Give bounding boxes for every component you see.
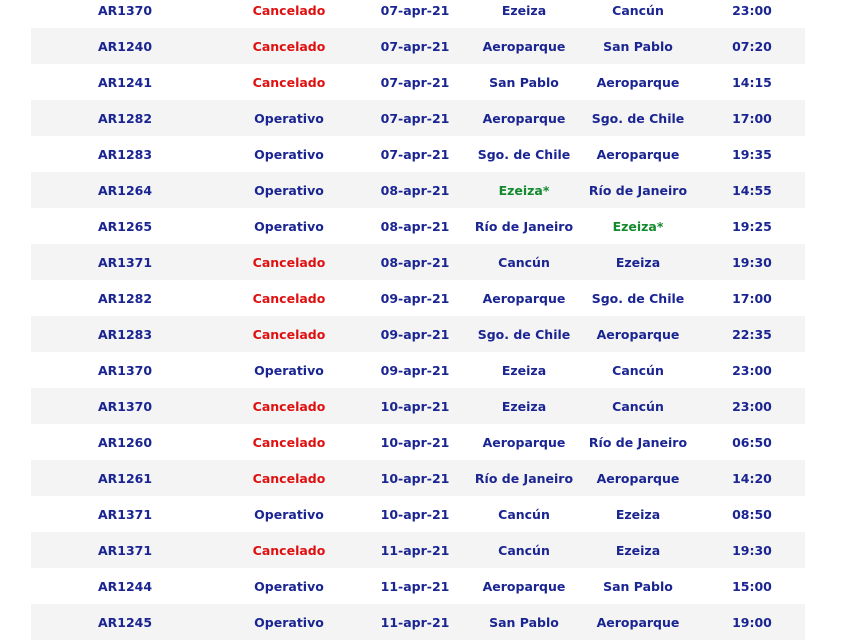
flight-status: Cancelado	[252, 74, 326, 90]
flight-date: 08-apr-21	[380, 218, 450, 234]
flight-destination: Aeroparque	[577, 316, 699, 352]
flight-date: 10-apr-21	[359, 460, 471, 496]
flight-time: 14:55	[699, 172, 805, 208]
flight-time: 15:00	[732, 578, 772, 594]
flight-destination: Aeroparque	[577, 460, 699, 496]
table-row	[31, 244, 805, 280]
flights-table-body	[31, 0, 805, 640]
table-row	[31, 280, 805, 316]
flight-destination: San Pablo	[577, 28, 699, 64]
table-row	[31, 604, 805, 640]
flights-table	[31, 0, 805, 640]
table-row	[31, 316, 805, 352]
flight-date: 10-apr-21	[380, 434, 450, 450]
flight-status: Operativo	[254, 218, 324, 234]
flight-status: Operativo	[219, 604, 359, 640]
table-row	[31, 208, 805, 244]
flight-time: 17:00	[699, 100, 805, 136]
flight-date: 08-apr-21	[359, 172, 471, 208]
flight-number: AR1241	[97, 74, 153, 90]
flight-number: AR1282	[31, 100, 219, 136]
flight-destination: Río de Janeiro	[577, 172, 699, 208]
flight-destination: Ezeiza	[577, 532, 699, 568]
flight-destination: Aeroparque	[596, 146, 680, 162]
flight-origin: Aeroparque	[471, 28, 577, 64]
flight-time: 14:15	[732, 74, 772, 90]
flight-destination: Ezeiza*	[612, 218, 664, 234]
table-row	[31, 352, 805, 388]
flight-date: 07-apr-21	[359, 28, 471, 64]
flight-number: AR1283	[97, 146, 153, 162]
flight-number: AR1265	[97, 218, 153, 234]
flight-date: 07-apr-21	[380, 74, 450, 90]
table-row	[31, 64, 805, 100]
flight-time: 22:35	[699, 316, 805, 352]
flight-time: 19:00	[699, 604, 805, 640]
flight-destination: Ezeiza	[577, 244, 699, 280]
table-row	[31, 424, 805, 460]
table-row	[31, 460, 805, 496]
flight-status: Operativo	[254, 146, 324, 162]
flight-destination: San Pablo	[603, 578, 673, 594]
flight-status: Operativo	[254, 506, 324, 522]
flight-time: 23:00	[732, 362, 772, 378]
flight-status: Cancelado	[219, 532, 359, 568]
flight-status: Cancelado	[252, 290, 326, 306]
flight-status: Operativo	[254, 362, 324, 378]
flight-status: Cancelado	[219, 388, 359, 424]
flight-date: 11-apr-21	[359, 532, 471, 568]
flight-number: AR1264	[31, 172, 219, 208]
flight-origin: Ezeiza	[501, 362, 547, 378]
flight-number: AR1371	[31, 244, 219, 280]
flight-origin: Ezeiza	[501, 2, 547, 18]
table-row	[31, 532, 805, 568]
flight-date: 07-apr-21	[359, 100, 471, 136]
flight-date: 09-apr-21	[380, 290, 450, 306]
flight-date: 08-apr-21	[359, 244, 471, 280]
flight-time: 19:30	[699, 532, 805, 568]
flight-date: 07-apr-21	[380, 146, 450, 162]
flight-status: Cancelado	[252, 434, 326, 450]
flight-destination: Sgo. de Chile	[591, 290, 685, 306]
flight-destination: Cancún	[577, 388, 699, 424]
flight-number: AR1240	[31, 28, 219, 64]
flight-number: AR1261	[31, 460, 219, 496]
flight-status: Cancelado	[219, 244, 359, 280]
flight-date: 09-apr-21	[380, 362, 450, 378]
flight-date: 10-apr-21	[359, 388, 471, 424]
flight-date: 10-apr-21	[380, 506, 450, 522]
flight-status: Cancelado	[219, 28, 359, 64]
flight-origin: Aeroparque	[482, 578, 566, 594]
flight-number: AR1370	[97, 2, 153, 18]
flight-date: 09-apr-21	[359, 316, 471, 352]
flight-time: 06:50	[732, 434, 772, 450]
flight-time: 17:00	[732, 290, 772, 306]
table-row	[31, 568, 805, 604]
table-row	[31, 496, 805, 532]
flight-date: 11-apr-21	[380, 578, 450, 594]
flight-origin: Cancún	[471, 532, 577, 568]
flight-destination: Cancún	[612, 2, 664, 18]
flight-date: 11-apr-21	[359, 604, 471, 640]
flight-destination: Ezeiza	[615, 506, 661, 522]
flight-destination: Río de Janeiro	[588, 434, 688, 450]
flight-time: 23:00	[732, 2, 772, 18]
flight-time: 19:30	[699, 244, 805, 280]
flight-origin: San Pablo	[471, 604, 577, 640]
flight-number: AR1282	[97, 290, 153, 306]
flight-number: AR1370	[97, 362, 153, 378]
table-row	[31, 0, 805, 28]
flight-origin: Aeroparque	[482, 434, 566, 450]
flight-time: 19:25	[732, 218, 772, 234]
flight-destination: Aeroparque	[596, 74, 680, 90]
flight-status: Cancelado	[219, 460, 359, 496]
flight-number: AR1260	[97, 434, 153, 450]
flight-date: 07-apr-21	[380, 2, 450, 18]
flight-number: AR1244	[97, 578, 153, 594]
table-row	[31, 136, 805, 172]
flight-time: 19:35	[732, 146, 772, 162]
flight-number: AR1245	[31, 604, 219, 640]
flight-status: Operativo	[254, 578, 324, 594]
flight-time: 08:50	[732, 506, 772, 522]
flight-number: AR1371	[31, 532, 219, 568]
flight-status: Cancelado	[252, 2, 326, 18]
table-row	[31, 172, 805, 208]
flight-time: 23:00	[699, 388, 805, 424]
flight-status: Operativo	[219, 100, 359, 136]
flight-status: Cancelado	[219, 316, 359, 352]
flight-destination: Cancún	[612, 362, 664, 378]
table-row	[31, 388, 805, 424]
flight-origin: Ezeiza*	[471, 172, 577, 208]
table-row	[31, 28, 805, 64]
flight-status: Operativo	[219, 172, 359, 208]
table-row	[31, 100, 805, 136]
flight-origin: Cancún	[471, 244, 577, 280]
flight-number: AR1371	[97, 506, 153, 522]
flight-destination: Aeroparque	[577, 604, 699, 640]
flight-origin: Río de Janeiro	[471, 460, 577, 496]
flight-origin: Sgo. de Chile	[471, 316, 577, 352]
flight-time: 07:20	[699, 28, 805, 64]
flight-origin: San Pablo	[489, 74, 559, 90]
flight-origin: Aeroparque	[482, 290, 566, 306]
flight-time: 14:20	[699, 460, 805, 496]
flight-destination: Sgo. de Chile	[577, 100, 699, 136]
flight-number: AR1283	[31, 316, 219, 352]
flight-origin: Aeroparque	[471, 100, 577, 136]
flight-origin: Río de Janeiro	[474, 218, 574, 234]
flight-origin: Sgo. de Chile	[477, 146, 571, 162]
flight-origin: Ezeiza	[471, 388, 577, 424]
flight-number: AR1370	[31, 388, 219, 424]
flight-origin: Cancún	[498, 506, 550, 522]
